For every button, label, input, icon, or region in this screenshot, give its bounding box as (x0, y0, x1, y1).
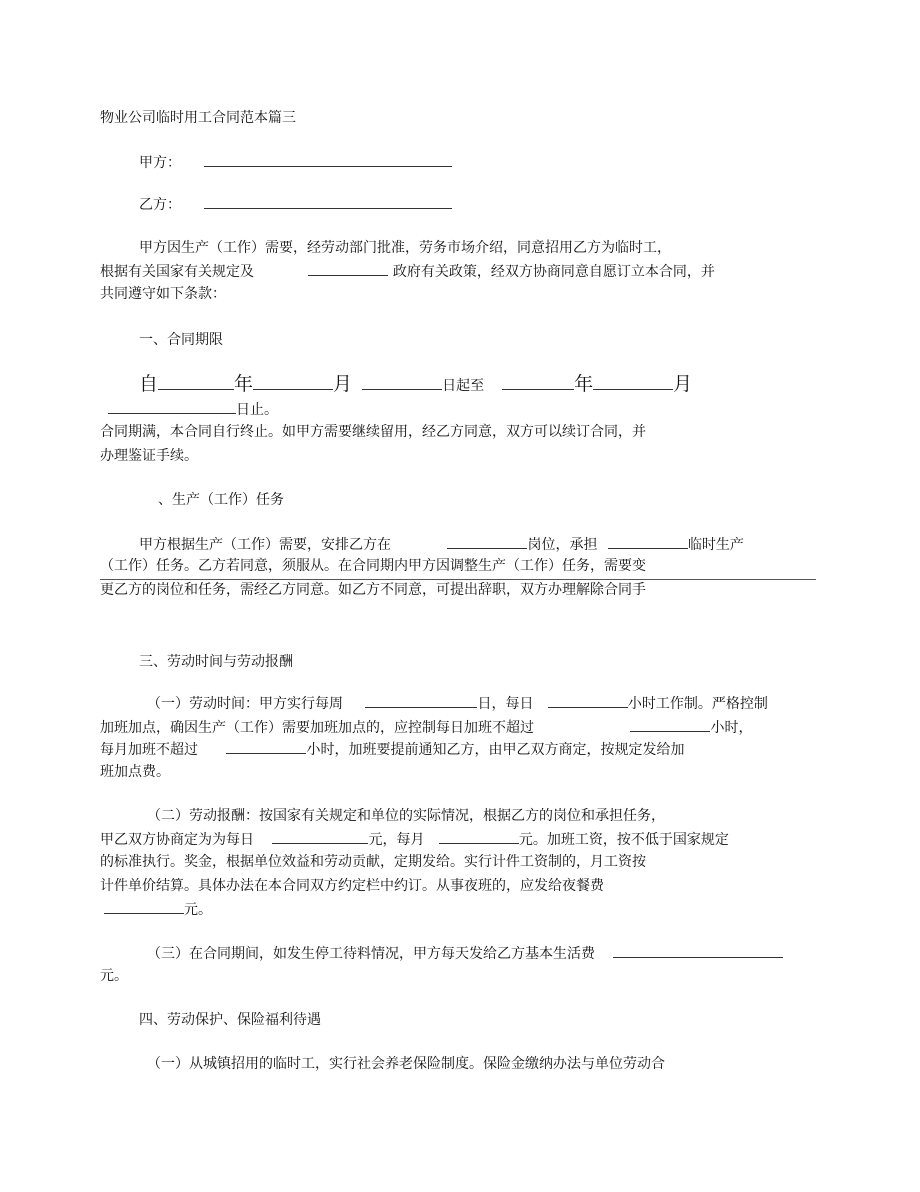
from-label: 自 (139, 373, 159, 395)
section-3-p3-line-1 (147, 943, 783, 963)
post-blank (447, 534, 527, 549)
day-from-label: 日起至 (442, 378, 485, 394)
section-3-p2-line-4: 计件单价结算。具体办法在本合同双方约定栏中约订。从事夜班的，应发给夜餐费 (100, 878, 604, 894)
overtime-month-end: 小时，加班要提前通知乙方，由甲乙双方商定，按规定发给加 (306, 742, 685, 758)
end-day-line (108, 399, 278, 419)
intro-line-3: 共同遵守如下条款： (100, 286, 226, 302)
start-year-blank (158, 375, 234, 390)
section-3-p2-line-1: （二）劳动报酬：按国家有关规定和单位的实际情况，根据乙方的岗位和承担任务， (147, 808, 665, 824)
end-day-blank (108, 399, 236, 414)
section-4-p1: （一）从城镇招用的临时工，实行社会养老保险制度。保险金缴纳办法与单位劳动合 (147, 1056, 665, 1072)
party-a-line (139, 152, 452, 172)
section-1-heading: 一、合同期限 (139, 332, 223, 348)
wage-end: 元。加班工资，按不低于国家规定 (518, 832, 729, 848)
wage-mid: 元，每月 (368, 832, 425, 848)
section-2-line-1-end: 临时生产 (687, 537, 744, 553)
section-2-line-1 (139, 534, 744, 554)
section-3-p1-line-1 (147, 693, 768, 713)
section-3-p2-line-3: 的标准执行。奖金，根据单位效益和劳动贡献，定期发给。实行计件工资制的，月工资按 (100, 854, 646, 870)
section-3-p1-line-2 (100, 717, 752, 737)
section-3-p2-line-5 (104, 899, 212, 919)
party-a-blank (204, 152, 452, 167)
work-time-mid: 日，每日 (477, 696, 534, 712)
task-blank (608, 534, 688, 549)
overtime-month-text: 每月加班不超过 (100, 742, 198, 758)
section-1-line-4: 办理鉴证手续。 (100, 448, 198, 464)
living-cost-text: （三）在合同期间，如发生停工待料情况，甲方每天发给乙方基本生活费 (147, 946, 595, 962)
intro-line-2 (100, 261, 715, 281)
work-time-start: （一）劳动时间：甲方实行每周 (147, 696, 343, 712)
section-3-p2-line-2 (100, 829, 729, 849)
section-4-heading: 四、劳动保护、保险福利待遇 (139, 1012, 321, 1028)
party-b-line (139, 194, 452, 214)
document-title: 物业公司临时用工合同范本篇三 (100, 110, 296, 126)
intro-line-1: 甲方因生产（工作）需要，经劳动部门批准，劳务市场介绍，同意招用乙方为临时工， (139, 240, 671, 256)
section-2-line-1-mid: 岗位，承担 (527, 537, 598, 553)
days-per-week-blank (365, 693, 477, 708)
overtime-day-text: 加班加点，确因生产（工作）需要加班加点的，应控制每日加班不超过 (100, 720, 534, 736)
end-month-blank (593, 375, 673, 390)
end-month-label: 月 (673, 373, 693, 395)
intro-line-2-start: 根据有关国家有关规定及 (100, 264, 254, 280)
day-to-label: 日止。 (236, 402, 278, 418)
month-label: 月 (333, 373, 353, 395)
end-year-label: 年 (574, 373, 594, 395)
party-b-label: 乙方： (139, 197, 181, 213)
contract-period-line (139, 375, 692, 395)
wage-start: 甲乙双方协商定为为每日 (100, 832, 254, 848)
section-2-line-3: 更乙方的岗位和任务，需经乙方同意。如乙方不同意，可提出辞职，双方办理解除合同手 (100, 582, 646, 598)
intro-line-2-end: 政府有关政策，经双方协商同意自愿订立本合同，并 (392, 264, 715, 280)
hours-per-day-blank (548, 693, 628, 708)
daily-wage-blank (272, 829, 368, 844)
section-2-line-1-start: 甲方根据生产（工作）需要，安排乙方在 (139, 537, 391, 553)
year-label: 年 (234, 373, 254, 395)
section-2-heading: 、生产（工作）任务 (158, 492, 284, 508)
section-3-p1-line-4: 班加点费。 (100, 764, 170, 780)
section-1-line-3: 合同期满，本合同自行终止。如甲方需要继续留用，经乙方同意，双方可以续订合同，并 (100, 424, 646, 440)
work-time-end: 小时工作制。严格控制 (627, 696, 768, 712)
start-day-blank (362, 375, 442, 390)
end-year-blank (502, 375, 574, 390)
horizontal-rule (100, 579, 816, 580)
overtime-day-unit: 小时， (710, 720, 753, 736)
section-3-p1-line-3 (100, 739, 684, 759)
section-2-line-2: （工作）任务。乙方若同意，须服从。在合同期内甲方因调整生产（工作）任务，需要变 (100, 558, 646, 574)
government-blank (308, 261, 388, 276)
overtime-day-blank (630, 717, 710, 732)
start-month-blank (253, 375, 333, 390)
night-meal-unit: 元。 (184, 902, 212, 918)
monthly-wage-blank (439, 829, 519, 844)
party-b-blank (204, 194, 452, 209)
night-meal-blank (104, 899, 184, 914)
overtime-month-blank (226, 739, 306, 754)
living-cost-blank (613, 943, 783, 958)
section-3-p3-line-2: 元。 (100, 968, 128, 984)
section-3-heading: 三、劳动时间与劳动报酬 (139, 654, 293, 670)
party-a-label: 甲方： (139, 155, 181, 171)
